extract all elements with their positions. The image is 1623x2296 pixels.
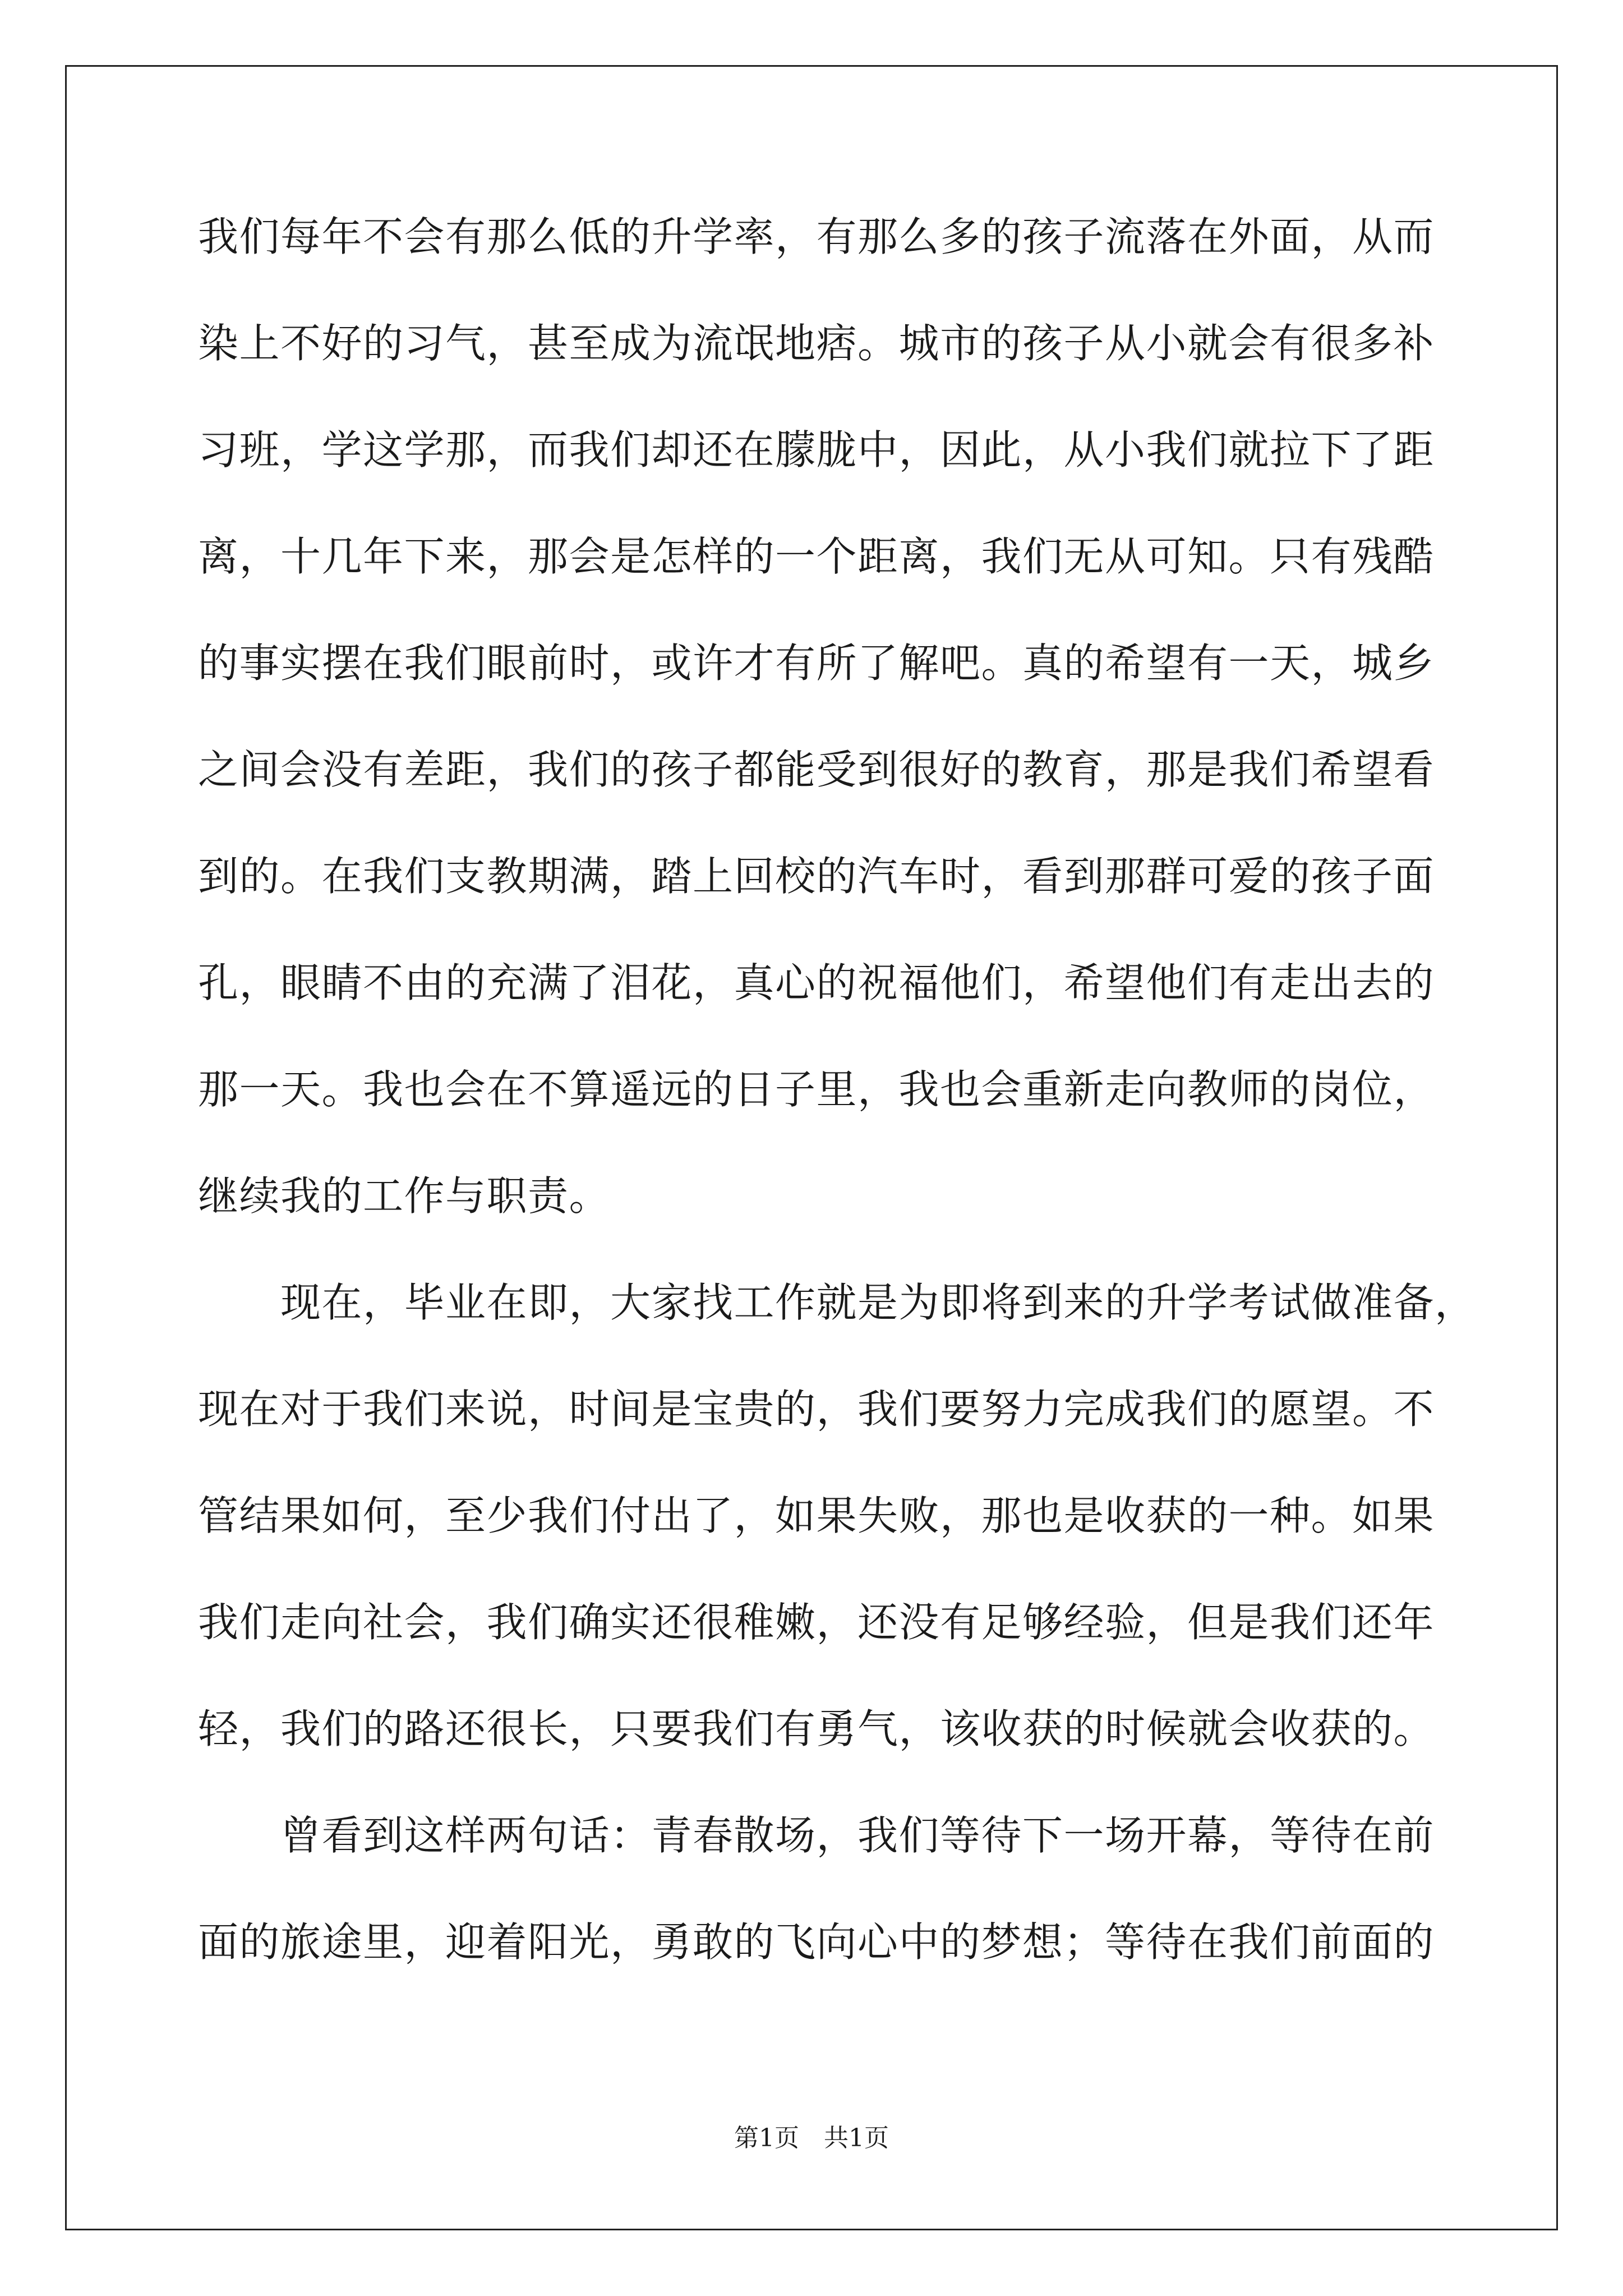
text-line: 继续我的工作与职责。 xyxy=(198,1172,611,1220)
text-line: 离，十几年下来，那会是怎样的一个距离，我们无从可知。只有残酷 xyxy=(198,533,1435,580)
text-line: 我们每年不会有那么低的升学率，有那么多的孩子流落在外面，从而 xyxy=(198,213,1435,260)
text-line: 孔，眼睛不由的充满了泪花，真心的祝福他们，希望他们有走出去的 xyxy=(198,959,1435,1006)
page-border xyxy=(65,65,1558,2230)
text-line: 的事实摆在我们眼前时，或许才有所了解吧。真的希望有一天，城乡 xyxy=(198,639,1435,687)
text-line: 现在对于我们来说，时间是宝贵的，我们要努力完成我们的愿望。不 xyxy=(198,1386,1435,1433)
text-line: 那一天。我也会在不算遥远的日子里，我也会重新走向教师的岗位， xyxy=(198,1066,1435,1113)
paragraph-start-line: 现在，毕业在即，大家找工作就是为即将到来的升学考试做准备， xyxy=(198,1279,1476,1326)
text-line: 染上不好的习气，甚至成为流氓地痞。城市的孩子从小就会有很多补 xyxy=(198,320,1435,367)
text-line: 管结果如何，至少我们付出了，如果失败，那也是收获的一种。如果 xyxy=(198,1492,1435,1539)
text-line: 轻，我们的路还很长，只要我们有勇气，该收获的时候就会收获的。 xyxy=(198,1705,1435,1752)
page-number-footer: 第1页 共1页 xyxy=(734,2124,889,2152)
text-line: 我们走向社会，我们确实还很稚嫩，还没有足够经验，但是我们还年 xyxy=(198,1599,1435,1646)
text-line: 到的。在我们支教期满，踏上回校的汽车时，看到那群可爱的孩子面 xyxy=(198,853,1435,900)
text-line: 习班，学这学那，而我们却还在朦胧中，因此，从小我们就拉下了距 xyxy=(198,426,1435,473)
paragraph-start-line: 曾看到这样两句话：青春散场，我们等待下一场开幕，等待在前 xyxy=(198,1812,1435,1859)
text-line: 面的旅途里，迎着阳光，勇敢的飞向心中的梦想；等待在我们前面的 xyxy=(198,1918,1435,1966)
text-line: 之间会没有差距，我们的孩子都能受到很好的教育，那是我们希望看 xyxy=(198,746,1435,793)
